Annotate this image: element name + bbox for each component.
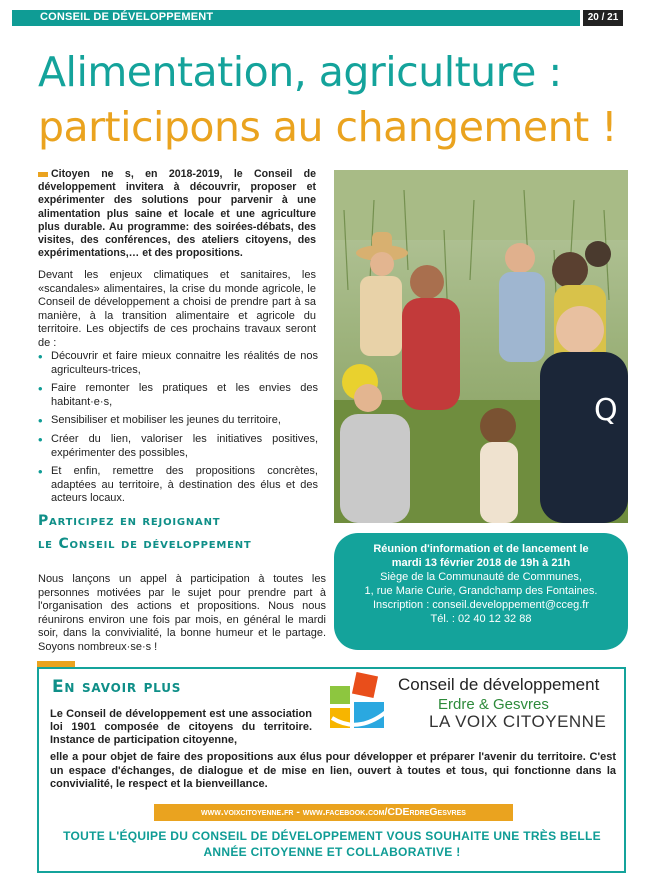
meeting-date: mardi 13 février 2018 de 19h à 21h — [391, 557, 571, 569]
closing-message — [40, 828, 624, 860]
join-heading-line2: le Conseil de développement — [38, 536, 252, 552]
field-photo-illustration — [334, 170, 628, 523]
closing-line1: TOUTE L'ÉQUIPE DU CONSEIL DE DÉVELOPPEMENT VOUS SOUHAITE UNE TRÈS BELLE — [63, 829, 601, 843]
page-number: 20 / 21 — [583, 10, 623, 26]
more-info-text-part1: Le Conseil de développement est une association loi 1901 composée de citoyens du territoire. Instance de participation citoyenne, — [50, 708, 312, 747]
page-title-line2: participons au changement ! — [38, 103, 618, 151]
more-info-text-part2: elle a pour objet de faire des propositions aux élus pour développer et préparer l'avenir du territoire. C'est un espace d'échanges, de dialogue et de mise en lien, ouvert à toutes et tous, qui fonctionne dans la convivialité, le respect et la bienveillance. — [50, 751, 616, 791]
objective-text: Sensibiliser et mobiliser les jeunes du territoire, — [51, 414, 281, 427]
objective-text: Faire remonter les pratiques et les envies des habitant·e·s, — [51, 382, 318, 408]
objective-text: Découvrir et faire mieux connaitre les réalités de nos agriculteurs-trices, — [51, 350, 318, 376]
shirt-logo-icon: Q — [594, 393, 618, 428]
list-item — [38, 414, 318, 428]
website-links[interactable]: www.voixcitoyenne.fr - www.facebook.com/CDErdreGesvres — [154, 804, 513, 821]
conseil-logo — [326, 672, 626, 736]
objective-text: Créer du lien, valoriser les initiatives positives, expérimenter des possibles, — [51, 432, 318, 459]
page-title-line1: Alimentation, agriculture : — [38, 48, 562, 96]
logo-tagline: LA VOIX CITOYENNE — [429, 712, 607, 731]
list-item — [38, 433, 318, 460]
list-item — [38, 382, 318, 409]
join-paragraph: Nous lançons un appel à participation à toutes les personnes motivées par le sujet pour prendre part à l'organisation des actions et propositions. Nous nous réunirons environ une fois par mois, en général le mardi soir, dans la convivialité, la bonne humeur et le partage. Soyons nombreux·se·s ! — [38, 573, 326, 653]
intro-paragraph — [38, 168, 316, 260]
list-item — [38, 350, 318, 377]
section-title: CONSEIL DE DÉVELOPPEMENT — [40, 11, 214, 23]
meeting-email[interactable]: Inscription : conseil.developpement@cceg.fr — [373, 599, 589, 611]
bullet-icon: • — [38, 431, 43, 447]
context-paragraph: Devant les enjeux climatiques et sanitaires, les «scandales» alimentaires, la crise du monde agricole, le Conseil de développement a choisi de prendre part à sa manière, à la transition alimentaire et agricole du territoire. Les objectifs de ces prochains travaux seront de : — [38, 269, 316, 349]
bullet-icon: • — [38, 381, 43, 397]
bullet-icon: • — [38, 464, 43, 480]
field-visit-photo — [334, 170, 628, 523]
intro-text: Citoyen ne s, en 2018-2019, le Conseil de développement invitera à découvrir, proposer et expérimenter des solutions pour parvenir à une alimentation plus saine et locale et une agriculture plus durable. Au programme: des soirées-débats, des visites, des conférences, des ateliers citoyens, des expérimentations,… et des propositions. — [38, 168, 316, 260]
join-heading-line1: Participez en rejoignant — [38, 513, 221, 529]
bullet-icon: • — [38, 349, 43, 364]
meeting-phone: Tél. : 02 40 12 32 88 — [430, 613, 532, 625]
section-header-bar — [12, 10, 580, 26]
meeting-info-box — [334, 533, 628, 650]
meeting-title: Réunion d'information et de lancement le — [373, 543, 589, 555]
list-item — [38, 465, 318, 506]
more-info-heading: En savoir plus — [52, 677, 182, 697]
closing-line2: ANNÉE CITOYENNE ET COLLABORATIVE ! — [203, 845, 461, 859]
logo-subtitle: Erdre & Gesvres — [438, 696, 549, 713]
bullet-icon: • — [38, 413, 43, 429]
intro-marker — [38, 172, 48, 177]
meeting-place: Siège de la Communauté de Communes, — [380, 571, 582, 583]
objectives-list — [38, 350, 318, 511]
objective-text: Et enfin, remettre des propositions concrètes, adaptées au territoire, à destination des élus et des acteurs locaux. — [51, 465, 318, 505]
logo-squares-icon — [328, 672, 392, 734]
logo-title: Conseil de développement — [398, 675, 600, 694]
meeting-address: 1, rue Marie Curie, Grandchamp des Fontaines. — [364, 585, 598, 597]
